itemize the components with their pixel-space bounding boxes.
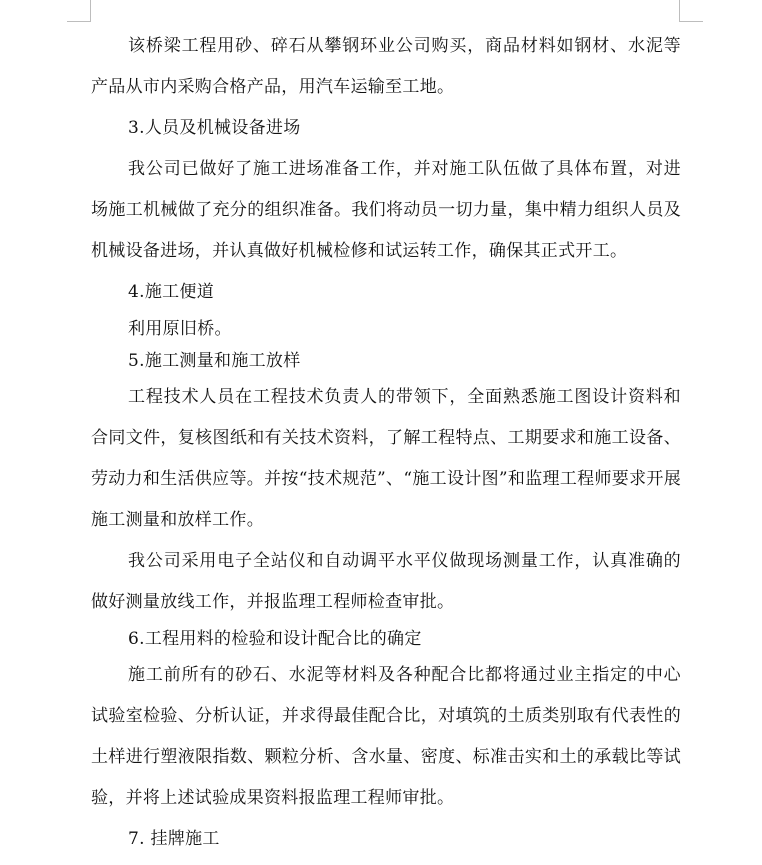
- heading-material-testing: 6.工程用料的检验和设计配合比的确定: [128, 629, 422, 649]
- paragraph-materials: 该桥梁工程用砂、碎石从攀钢环业公司购买，商品材料如钢材、水泥等产品从市内采购合格产品，用汽车运输至工地。: [91, 36, 681, 97]
- heading-access-road: 4.施工便道: [128, 282, 215, 302]
- paragraph-survey-instruments: 我公司采用电子全站仪和自动调平水平仪做现场测量工作，认真准确的做好测量放线工作，并报监理工程师检查审批。: [91, 551, 681, 612]
- heading-signage: 7. 挂牌施工: [128, 829, 220, 849]
- heading-survey-layout: 5.施工测量和施工放样: [128, 351, 301, 371]
- paragraph-material-testing: 施工前所有的砂石、水泥等材料及各种配合比都将通过业主指定的中心试验室检验、分析认证，并求得最佳配合比，对填筑的土质类别取有代表性的土样进行塑液限指数、颗粒分析、含水量、密度、标准击实和土的承载比等试验，并将上述试验成果资料报监理工程师审批。: [91, 665, 681, 808]
- crop-mark-top-right: [679, 0, 703, 22]
- crop-mark-top-left: [67, 0, 91, 22]
- document-body: [91, 26, 681, 860]
- heading-personnel-equipment: 3.人员及机械设备进场: [128, 118, 301, 138]
- paragraph-survey-layout: 工程技术人员在工程技术负责人的带领下，全面熟悉施工图设计资料和合同文件，复核图纸和有关技术资料，了解工程特点、工期要求和施工设备、劳动力和生活供应等。并按“技术规范”、“施工设计图”和监理工程师要求开展施工测量和放样工作。: [91, 387, 681, 530]
- paragraph-personnel-equipment: 我公司已做好了施工进场准备工作，并对施工队伍做了具体布置，对进场施工机械做了充分的组织准备。我们将动员一切力量，集中精力组织人员及机械设备进场，并认真做好机械检修和试运转工作，确保其正式开工。: [91, 159, 681, 261]
- paragraph-access-road: 利用原旧桥。: [128, 319, 232, 339]
